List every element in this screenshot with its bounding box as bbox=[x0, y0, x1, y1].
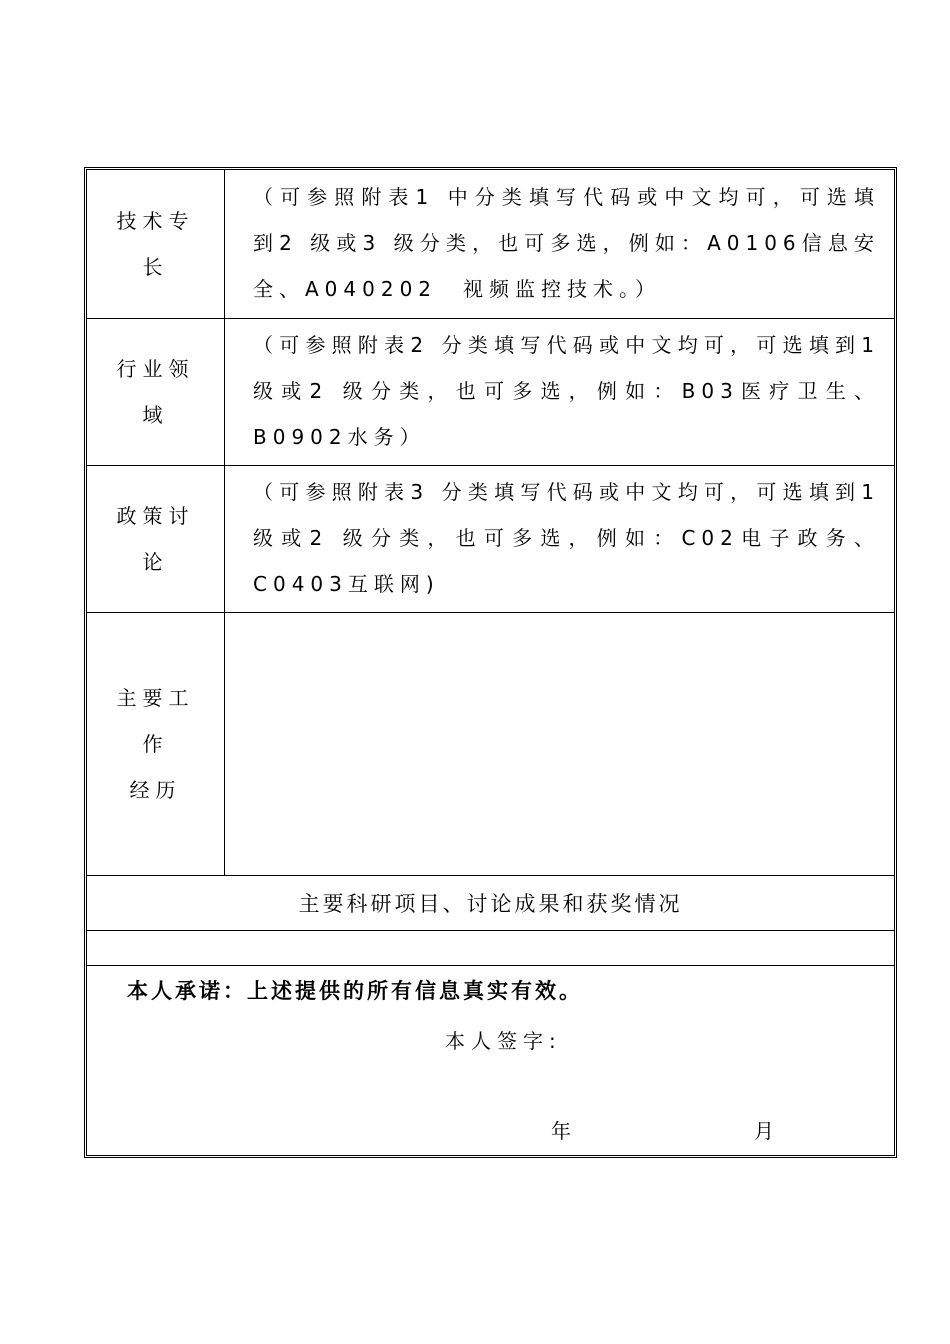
row-tech-specialty bbox=[87, 170, 894, 319]
label-line: 论 bbox=[142, 549, 169, 574]
label-work-experience bbox=[87, 612, 225, 875]
signature-label[interactable]: 本人签字: bbox=[445, 1029, 562, 1053]
row-policy bbox=[87, 465, 894, 613]
work-experience-field[interactable] bbox=[227, 612, 894, 875]
label-line: 域 bbox=[142, 402, 169, 427]
label-line: 主要工 bbox=[116, 685, 195, 710]
label-line: 技术专 bbox=[116, 209, 195, 233]
research-title-text: 主要科研项目、讨论成果和获奖情况 bbox=[298, 891, 683, 916]
label-line: 作 bbox=[142, 731, 169, 756]
row-work-experience bbox=[87, 612, 894, 876]
label-line: 经历 bbox=[129, 777, 182, 802]
pledge-text: 本人承诺：上述提供的所有信息真实有效。 bbox=[127, 979, 583, 1003]
industry-field[interactable]: （可参照附表2 分类填写代码或中文均可，可选填到1 级或2 级分类，也可多选，例如：B03医疗卫生、B0902水务） bbox=[253, 333, 880, 449]
label-line: 行业领 bbox=[116, 356, 195, 381]
label-industry bbox=[87, 318, 225, 465]
policy-field[interactable]: （可参照附表3 分类填写代码或中文均可，可选填到1 级或2 级分类，也可多选，例如：C02电子政务、C0403互联网) bbox=[253, 480, 880, 596]
label-tech-specialty bbox=[87, 170, 225, 318]
research-content-field[interactable] bbox=[87, 930, 894, 966]
expert-info-form bbox=[84, 167, 897, 1158]
label-line: 长 bbox=[142, 255, 169, 279]
pledge-section bbox=[87, 965, 894, 1155]
row-industry bbox=[87, 318, 894, 466]
research-section-title bbox=[87, 875, 894, 931]
label-policy bbox=[87, 465, 225, 612]
label-line: 政策讨 bbox=[116, 503, 195, 528]
tech-specialty-field[interactable]: （可参照附表1 中分类填写代码或中文均可，可选填到2 级或3 级分类，也可多选，例如：A0106信息安全、A040202 视频监控技术。） bbox=[253, 185, 880, 301]
month-label: 月 bbox=[754, 1119, 774, 1143]
year-label: 年 bbox=[551, 1119, 571, 1143]
